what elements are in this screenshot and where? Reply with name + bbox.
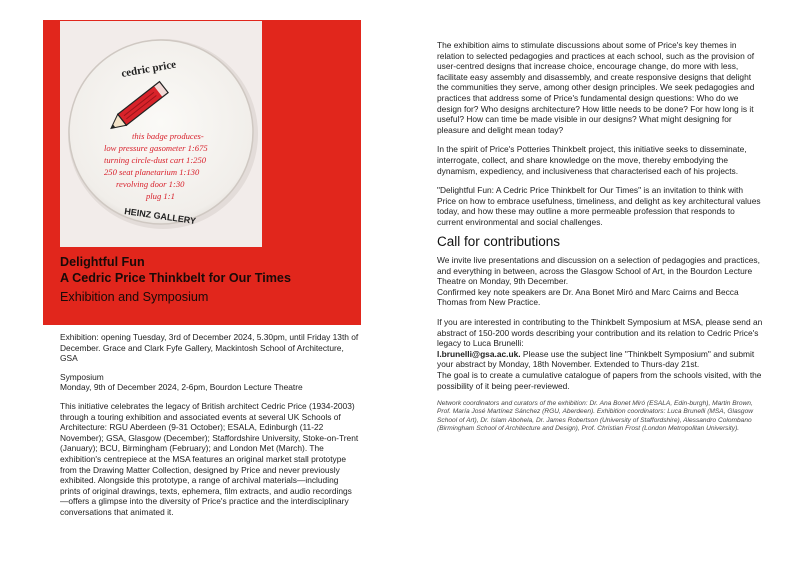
badge-line: plug 1:1 <box>146 191 175 201</box>
title-line-1: Delightful Fun <box>60 255 145 269</box>
badge-line: revolving door 1:30 <box>116 179 185 189</box>
left-column <box>60 332 360 526</box>
badge-line: turning circle-dust cart 1:250 <box>104 155 207 165</box>
speakers-paragraph: Confirmed key note speakers are Dr. Ana Bonet Miró and Marc Cairns and Becca Thomas from New Practice. <box>437 286 739 308</box>
goal-paragraph: The goal is to create a cumulative catalogue of papers from the schools visited, with the possibility of it being peer-reviewed. <box>437 370 762 391</box>
call-heading: Call for contributions <box>437 233 561 249</box>
badge-line: low pressure gasometer 1:675 <box>104 143 208 153</box>
contact-email-link[interactable]: l.brunelli@gsa.ac.uk. <box>437 348 521 359</box>
title-line-2: A Cedric Price Thinkbelt for Our Times <box>60 271 291 285</box>
submission-paragraph <box>437 317 763 370</box>
invitation-paragraph: "Delightful Fun: A Cedric Price Thinkbelt for Our Times" is an invitation to think with Price on how to embrace usefulness, timeliness, and delight as key architectural values today, and how these may outline a more permeable profession that responds to current environmental and social challenges. <box>437 185 761 227</box>
credits-note: Network coordinators and curators of the exhibition: Dr. Ana Bonet Miró (ESALA, Edin-burgh), Martin Brown, Prof. María José Martínez Sánchez (RGU, Aberdeen). Exhibition coordinators: Luca Brunelli (MSA, Glasgow School of Art), Dr. Islam Abohela, Dr. James Robertson (University of Staffordshire), Alessandro Colombano (Birmingham School of Architecture and Design), Prof. Christian Frost (London Metropolitan University). <box>437 400 754 432</box>
page-title <box>60 254 350 286</box>
badge-line: 250 seat planetarium 1:130 <box>104 167 200 177</box>
spirit-paragraph: In the spirit of Price's Potteries Thinkbelt project, this initiative seeks to disseminate, interrogate, collect, and share knowledge on the move, thereby embodying the dynamism, expediency, and inclusiveness that characterised each of his projects. <box>437 144 747 176</box>
aims-paragraph: The exhibition aims to stimulate discussions about some of Price's key themes in relation to selected pedagogies and practices at each school, such as the provision of user-centred designs that increase choice, encourage change, do more with less, facilitate easy assembly and disassembly, and create responsive designs that delight the communities they serve, among other design principles. We seek pedagogies and practices that address some of Price's fundamental design questions: Who do we design for? Who designs architecture? How little needs to be done? For how long is it useful? How can time be made visible in our designs? What might designing for pleasure and delight mean today? <box>437 40 755 135</box>
exhibition-info: Exhibition: opening Tuesday, 3rd of December 2024, 5.30pm, until Friday 13th of December. Grace and Clark Fyfe Gallery, Mackintosh School of Architecture, GSA <box>60 332 359 364</box>
badge-footer: HEINZ GALLERY <box>123 206 197 227</box>
call-paragraph: We invite live presentations and discussion on a selection of pedagogies and practices, and everything in between, across the Glasgow School of Art, in the Bourdon Lecture Theatre on Monday, 9th December. <box>437 255 760 287</box>
badge-header: cedric price <box>120 58 177 80</box>
page-subtitle: Exhibition and Symposium <box>60 290 209 304</box>
badge-line: this badge produces- <box>132 131 204 141</box>
intro-paragraph: This initiative celebrates the legacy of British architect Cedric Price (1934-2003) through a touring exhibition and associated events at several UK Schools of Architecture: RGU Aberdeen (9-31 October); ESALA, Edinburgh (11-22 November); GSA, Glasgow (December); Staffordshire University, Stoke-on-Trent (January); BCU, Birmingham (February); and London Met (March). The exhibition's centrepiece at the MSA features an original market stall prototype from the Drawing Matter Collection, designed by Price and never previously exhibited. Alongside this prototype, a range of archival materials—including prints of original drawings, texts, ephemera, film extracts, and audio recordings—offers a glimpse into the diversity of Price's practice and the interdisciplinary conversations that animated it. <box>60 400 359 517</box>
symposium-label: Symposium <box>60 371 104 382</box>
right-column <box>437 40 763 442</box>
badge-illustration <box>60 21 262 247</box>
badge-photo <box>60 21 262 247</box>
submission-text-2: Please use the subject line "Thinkbelt Symposium" and submit your abstract by Monday, 18th November. Extended to Thurs-day 21st. <box>437 348 755 370</box>
submission-text: If you are interested in contributing to the Thinkbelt Symposium at MSA, please send an abstract of 150-200 words describing your contribution and its relation to Cedric Price's legacy to Luca Brunelli: <box>437 317 763 349</box>
symposium-info: Monday, 9th of December 2024, 2-6pm, Bourdon Lecture Theatre <box>60 382 303 393</box>
